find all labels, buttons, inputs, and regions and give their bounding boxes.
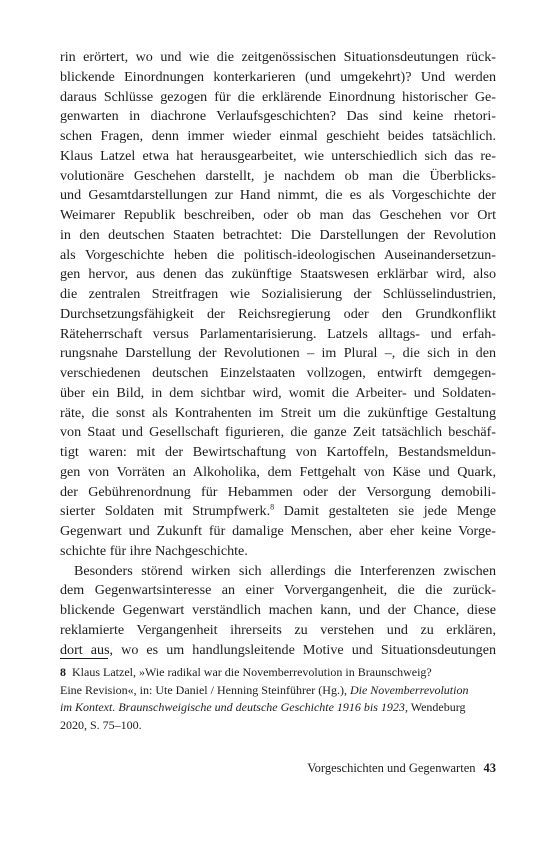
footnote-text-2: Eine Revision«, in: Ute Daniel / Henning Steinführer (Hg.), <box>60 682 350 697</box>
footnote-divider <box>60 658 108 659</box>
text-line-23: der Gebührenordnung für Hebammen oder der Versorgung demobili- <box>60 483 496 500</box>
paragraph2-line-5: dort aus, wo es um handlungsleitende Motive und Situationsdeutungen <box>60 641 496 658</box>
main-text <box>60 48 496 660</box>
text-line-24-after: Damit gestalteten sie jede Menge <box>274 503 496 520</box>
text-line-24 <box>60 502 496 522</box>
text-line-4: genwarten in diachrone Verlaufsgeschichten? Das sind keine rhetori- <box>60 108 496 125</box>
text-line-13: die zentralen Streitfragen wie Sozialisierung der Schlüsselindustrien, <box>60 286 496 302</box>
text-line-22: gen von Vorräten an Alkoholika, dem Fettgehalt von Käse und Quark, <box>60 463 496 480</box>
text-line-24-before: sierter Soldaten mit Strumpfwerk. <box>60 503 271 520</box>
paragraph2-line-4: reklamierte Vergangenheit ihrerseits zu verstehen und zu erklären, <box>60 621 496 638</box>
text-line-6: Klaus Latzel etwa hat herausgearbeitet, wie unterschiedlich sich das re- <box>60 147 496 164</box>
text-line-3: daraus Schlüsse gezogen für die erklärende Einordnung historischer Ge- <box>60 88 496 105</box>
text-line-17: verschiedenen deutschen Einzelstaaten vollzogen, entwirft demgegen- <box>60 365 496 381</box>
text-line-8: und Gesamtdarstellungen zur Hand nimmt, die es als Vorgeschichte der <box>60 187 496 204</box>
footnote-number: 8 <box>60 665 66 679</box>
page-footer <box>60 760 496 776</box>
footnote <box>60 664 496 734</box>
footnote-text-1: Klaus Latzel, »Wie radikal war die Novemberrevolution in Braunschweig? <box>72 665 432 679</box>
text-line-7: volutionäre Geschehen darstellt, je nachdem ob man die Überblicks- <box>60 167 496 184</box>
text-line-1: rin erörtert, wo und wie die zeitgenössischen Situationsdeutungen rück- <box>60 49 496 65</box>
footnote-text-3: , Wendeburg <box>404 700 466 714</box>
text-line-11: als Vorgeschichte heben die politisch-ideologischen Auseinandersetzun- <box>60 246 496 263</box>
text-line-14: Durchsetzungsfähigkeit der Reichsregierung oder den Grundkonflikt <box>60 305 496 322</box>
text-line-5: schen Fragen, denn immer wieder einmal geschieht beides tatsächlich. <box>60 128 496 144</box>
text-line-18: über ein Bild, in dem sichtbar wird, womit die Arbeiter- und Soldaten- <box>60 384 496 401</box>
text-line-26: schichte für ihre Nachgeschichte. <box>60 542 248 559</box>
text-line-10: in den deutschen Staaten betrachtet: Die Darstellungen der Revolution <box>60 226 496 243</box>
footnote-title-part-1: Die Novemberrevolution <box>349 682 469 697</box>
text-line-20: von Staat und Gesellschaft figurieren, die ganze Zeit tatsächlich beschäf- <box>60 424 496 441</box>
footnote-line-2 <box>60 682 496 700</box>
footnote-title-part-2: im Kontext. Braunschweigische und deutsche Geschichte 1916 bis 1923 <box>60 700 405 714</box>
text-line-2: blickende Einordnungen konterkarieren (und umgekehrt)? Und werden <box>60 68 496 85</box>
text-line-19: räte, die sonst als Kontrahenten im Streit um die zukünftige Gestaltung <box>60 404 496 421</box>
footnote-line-1 <box>60 664 496 682</box>
footnote-line-3 <box>60 699 496 717</box>
text-line-25: Gegenwart und Zukunft für damalige Menschen, aber eher keine Vorge- <box>60 523 496 539</box>
page-number: 43 <box>483 761 496 775</box>
text-line-16: rungsnahe Darstellung der Revolutionen – im Plural –, die sich in den <box>60 345 496 362</box>
paragraph2-line-3: blickende Gegenwart verständlich machen kann, und der Chance, diese <box>60 602 496 618</box>
footnote-line-4: 2020, S. 75–100. <box>60 717 142 732</box>
paragraph2-line-1: Besonders störend wirken sich allerdings die Interferenzen zwischen <box>74 562 496 579</box>
text-line-15: Räteherrschaft versus Parlamentarisierung. Latzels alltags- und erfah- <box>60 325 496 342</box>
text-line-12: gen hervor, aus denen das zukünftige Staatswesen erklärbar wird, also <box>60 266 496 283</box>
running-title: Vorgeschichten und Gegenwarten <box>307 761 476 775</box>
paragraph2-line-2: dem Gegenwartsinteresse an einer Vorvergangenheit, die die zurück- <box>60 582 496 599</box>
text-line-9: Weimarer Republik beschreiben, oder ob man das Geschehen vor Ort <box>60 207 496 223</box>
footnote-reference[interactable]: 8 <box>270 502 275 512</box>
text-line-21: tigt waren: mit der Bewirtschaftung von Kartoffeln, Bestandsmeldun- <box>60 444 496 460</box>
